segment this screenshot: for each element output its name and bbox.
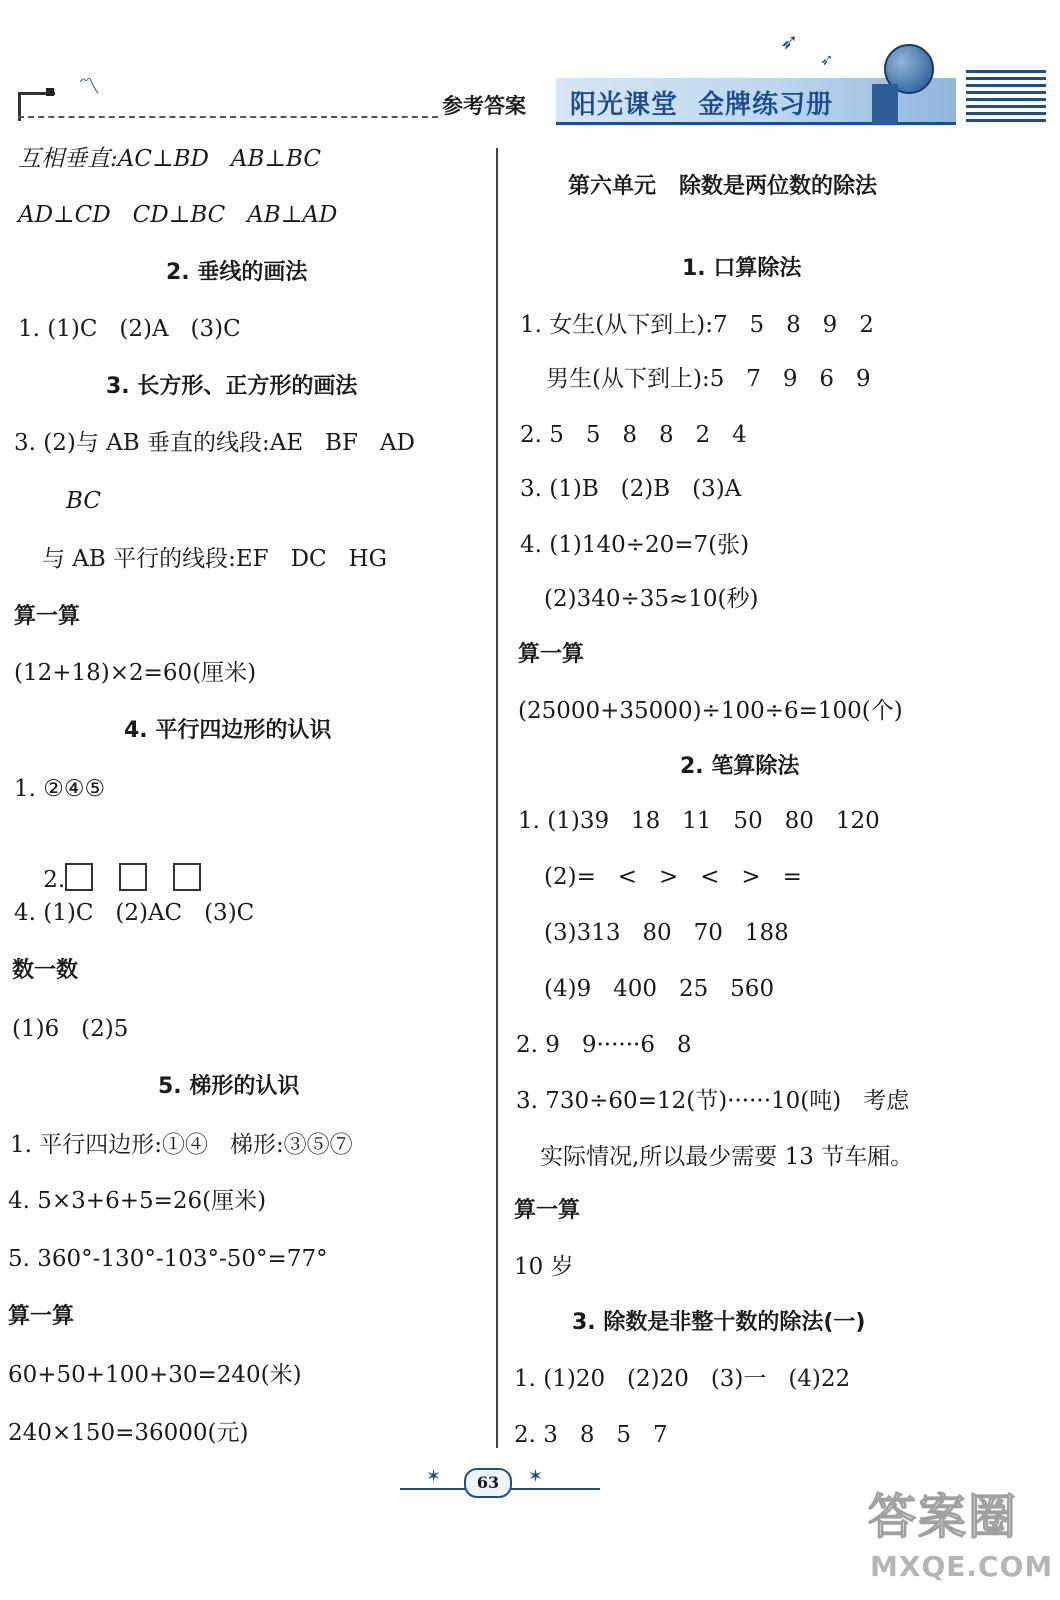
answer-line: 1. (1)20 (2)20 (3)一 (4)22 xyxy=(514,1366,851,1392)
section-heading: 5. 梯形的认识 xyxy=(158,1074,300,1099)
section-heading: 4. 平行四边形的认识 xyxy=(124,718,332,743)
header-rule xyxy=(18,116,438,118)
section-heading: 3. 除数是非整十数的除法(一) xyxy=(572,1310,866,1335)
answer-line: 1. 平行四边形:①④ 梯形:③⑤⑦ xyxy=(10,1132,353,1158)
answer-line: 3. (1)B (2)B (3)A xyxy=(520,476,742,502)
answer-line: 3. 730÷60=12(节)······10(吨) 考虑 xyxy=(516,1088,910,1114)
star-icon: ✶ xyxy=(528,1466,544,1487)
answer-line: (2)= < > < > = xyxy=(544,864,802,890)
header-stripes xyxy=(966,70,1046,124)
brand-title: 阳光课堂 金牌练习册 xyxy=(570,90,834,120)
watermark xyxy=(868,1478,1054,1594)
bird-icon: ➶ xyxy=(820,50,834,69)
answer-line: 60+50+100+30=240(米) xyxy=(8,1362,302,1388)
answer-line: 2. 5 5 8 8 2 4 xyxy=(520,422,747,448)
answer-line: 4. 5×3+6+5=26(厘米) xyxy=(8,1188,267,1214)
answer-line: 3. (2)与 AB 垂直的线段:AE BF AD xyxy=(14,430,415,456)
answer-line: (12+18)×2=60(厘米) xyxy=(14,660,257,686)
answer-line: 与 AB 平行的线段:EF DC HG xyxy=(42,546,387,572)
section-label: 参考答案 xyxy=(442,94,526,118)
practice-heading: 算一算 xyxy=(518,642,585,667)
page-header xyxy=(0,0,1060,130)
section-heading: 1. 口算除法 xyxy=(682,256,802,281)
practice-heading: 算一算 xyxy=(14,604,81,629)
answer-line: (4)9 400 25 560 xyxy=(544,976,775,1002)
answer-line: BC xyxy=(66,488,101,514)
answer-line: 男生(从下到上):5 7 9 6 9 xyxy=(546,366,871,392)
answer-line: 互相垂直:AC⊥BD AB⊥BC xyxy=(18,146,321,172)
star-icon: ✶ xyxy=(426,1466,442,1487)
bird-icon: 〽 xyxy=(78,75,101,100)
answer-line: (1)6 (2)5 xyxy=(12,1016,129,1042)
answer-line: 5. 360°-130°-103°-50°=77° xyxy=(8,1246,328,1272)
watermark-logo: 答案圈 xyxy=(868,1489,1019,1545)
watermark-url: MXQE.COM xyxy=(870,1550,1054,1583)
unit-title: 第六单元 除数是两位数的除法 xyxy=(568,174,877,199)
section-heading: 2. 笔算除法 xyxy=(680,754,800,779)
answer-line: 1. (1)C (2)A (3)C xyxy=(18,316,241,342)
page-footer xyxy=(400,1462,600,1502)
answer-line: (25000+35000)÷100÷6=100(个) xyxy=(518,698,903,724)
answer-line: AD⊥CD CD⊥BC AB⊥AD xyxy=(18,202,338,228)
square-figure xyxy=(65,863,93,891)
answer-line: 1. (1)39 18 11 50 80 120 xyxy=(518,808,880,834)
practice-heading: 算一算 xyxy=(8,1304,75,1329)
square-figure xyxy=(119,863,147,891)
answer-line: 2. 3 8 5 7 xyxy=(514,1422,668,1448)
answer-line: 240×150=36000(元) xyxy=(8,1420,249,1446)
answer-line: (2)340÷35≈10(秒) xyxy=(544,586,759,612)
answer-line: 1. ②④⑤ xyxy=(14,776,106,802)
answer-line: 实际情况,所以最少需要 13 节车厢。 xyxy=(540,1144,914,1170)
practice-heading: 数一数 xyxy=(12,958,79,983)
answer-line: (3)313 80 70 188 xyxy=(544,920,789,946)
column-divider xyxy=(496,148,498,1448)
practice-heading: 算一算 xyxy=(514,1198,581,1223)
section-heading: 2. 垂线的画法 xyxy=(166,260,308,285)
answer-line: 10 岁 xyxy=(514,1254,574,1280)
answer-line: 4. (1)C (2)AC (3)C xyxy=(14,900,255,926)
answer-line: 4. (1)140÷20=7(张) xyxy=(520,532,750,558)
section-heading: 3. 长方形、正方形的画法 xyxy=(106,374,358,399)
corner-dot xyxy=(46,88,54,96)
answer-line: 1. 女生(从下到上):7 5 8 9 2 xyxy=(520,312,874,338)
bird-icon: ➶ xyxy=(780,30,799,55)
page-number: 63 xyxy=(464,1468,512,1498)
answer-line: 2. 9 9······6 8 xyxy=(516,1032,692,1058)
item-number: 2. xyxy=(43,867,66,893)
telescope-icon xyxy=(872,84,898,124)
square-figure xyxy=(173,863,201,891)
